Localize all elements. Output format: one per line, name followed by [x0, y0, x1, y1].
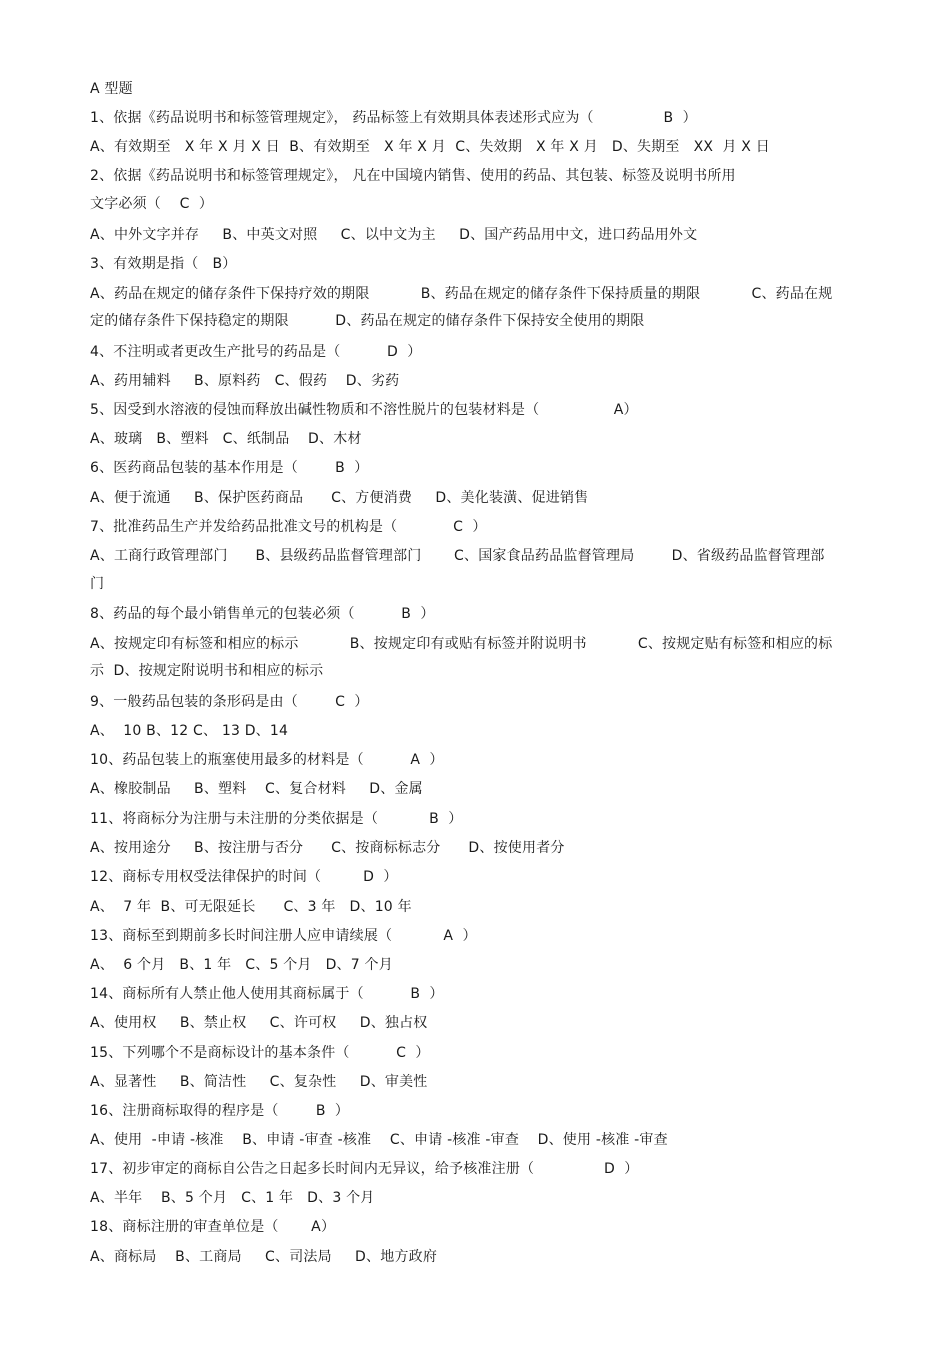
- question-2-cont: 文字必须（ C ）: [90, 196, 214, 212]
- question-7: 7、批准药品生产并发给药品批准文号的机构是（ C ）: [90, 519, 487, 535]
- question-2: 2、依据《药品说明书和标签管理规定》， 凡在中国境内销售、使用的药品、其包装、标签及说明书所用: [90, 168, 736, 184]
- question-5: 5、因受到水溶液的侵蚀而释放出碱性物质和不溶性脱片的包装材料是（ A）: [90, 402, 638, 418]
- question-14: 14、商标所有人禁止他人使用其商标属于（ B ）: [90, 986, 444, 1002]
- options-9: A、 10 B、12 C、 13 D、14: [90, 723, 289, 739]
- options-16: A、使用 -申请 -核准 B、申请 -审查 -核准 C、申请 -核准 -审查 D、使用 -核准 -审查: [90, 1132, 668, 1148]
- options-18: A、商标局 B、工商局 C、司法局 D、地方政府: [90, 1249, 438, 1265]
- options-3: A、药品在规定的储存条件下保持疗效的期限 B、药品在规定的储存条件下保持质量的期限 C、药品在规: [90, 286, 833, 302]
- options-11: A、按用途分 B、按注册与否分 C、按商标标志分 D、按使用者分: [90, 840, 565, 856]
- options-7: A、工商行政管理部门 B、县级药品监督管理部门 C、国家食品药品监督管理局 D、省级药品监督管理部: [90, 548, 825, 564]
- question-9: 9、一般药品包装的条形码是由（ C ）: [90, 694, 369, 710]
- question-13: 13、商标至到期前多长时间注册人应申请续展（ A ）: [90, 928, 477, 944]
- question-17: 17、初步审定的商标自公告之日起多长时间内无异议，给予核准注册（ D ）: [90, 1161, 639, 1177]
- options-8-cont: 示 D、按规定附说明书和相应的标示: [90, 663, 324, 679]
- options-10: A、橡胶制品 B、塑料 C、复合材料 D、金属: [90, 781, 423, 797]
- options-7-cont: 门: [90, 576, 105, 592]
- question-15: 15、下列哪个不是商标设计的基本条件（ C ）: [90, 1045, 430, 1061]
- question-11: 11、将商标分为注册与未注册的分类依据是（ B ）: [90, 811, 463, 827]
- question-12: 12、商标专用权受法律保护的时间（ D ）: [90, 869, 398, 885]
- options-12: A、 7 年 B、可无限延长 C、3 年 D、10 年: [90, 899, 412, 915]
- options-15: A、显著性 B、简洁性 C、复杂性 D、审美性: [90, 1074, 428, 1090]
- options-3-cont: 定的储存条件下保持稳定的期限 D、药品在规定的储存条件下保持安全使用的期限: [90, 313, 645, 329]
- options-17: A、半年 B、5 个月 C、1 年 D、3 个月: [90, 1190, 375, 1206]
- options-14: A、使用权 B、禁止权 C、许可权 D、独占权: [90, 1015, 428, 1031]
- question-6: 6、医药商品包装的基本作用是（ B ）: [90, 460, 369, 476]
- question-8: 8、药品的每个最小销售单元的包装必须（ B ）: [90, 606, 435, 622]
- options-1: A、有效期至 X 年 X 月 X 日 B、有效期至 X 年 X 月 C、失效期 X 年 X 月 D、失期至 XX 月 X 日: [90, 139, 770, 155]
- question-3: 3、有效期是指（ B）: [90, 256, 237, 272]
- options-5: A、玻璃 B、塑料 C、纸制品 D、木材: [90, 431, 362, 447]
- question-10: 10、药品包装上的瓶塞使用最多的材料是（ A ）: [90, 752, 444, 768]
- options-6: A、便于流通 B、保护医药商品 C、方便消费 D、美化装潢、促进销售: [90, 490, 589, 506]
- options-4: A、药用辅料 B、原料药 C、假药 D、劣药: [90, 373, 400, 389]
- question-18: 18、商标注册的审查单位是（ A）: [90, 1219, 336, 1235]
- section-header: A 型题: [90, 81, 133, 97]
- options-13: A、 6 个月 B、1 年 C、5 个月 D、7 个月: [90, 957, 393, 973]
- question-16: 16、注册商标取得的程序是（ B ）: [90, 1103, 350, 1119]
- question-1: 1、依据《药品说明书和标签管理规定》， 药品标签上有效期具体表述形式应为（ B ）: [90, 110, 697, 126]
- options-8: A、按规定印有标签和相应的标示 B、按规定印有或贴有标签并附说明书 C、按规定贴有标签和相应的标: [90, 636, 833, 652]
- question-4: 4、不注明或者更改生产批号的药品是（ D ）: [90, 344, 422, 360]
- options-2: A、中外文字并存 B、中英文对照 C、以中文为主 D、国产药品用中文，进口药品用外文: [90, 227, 698, 243]
